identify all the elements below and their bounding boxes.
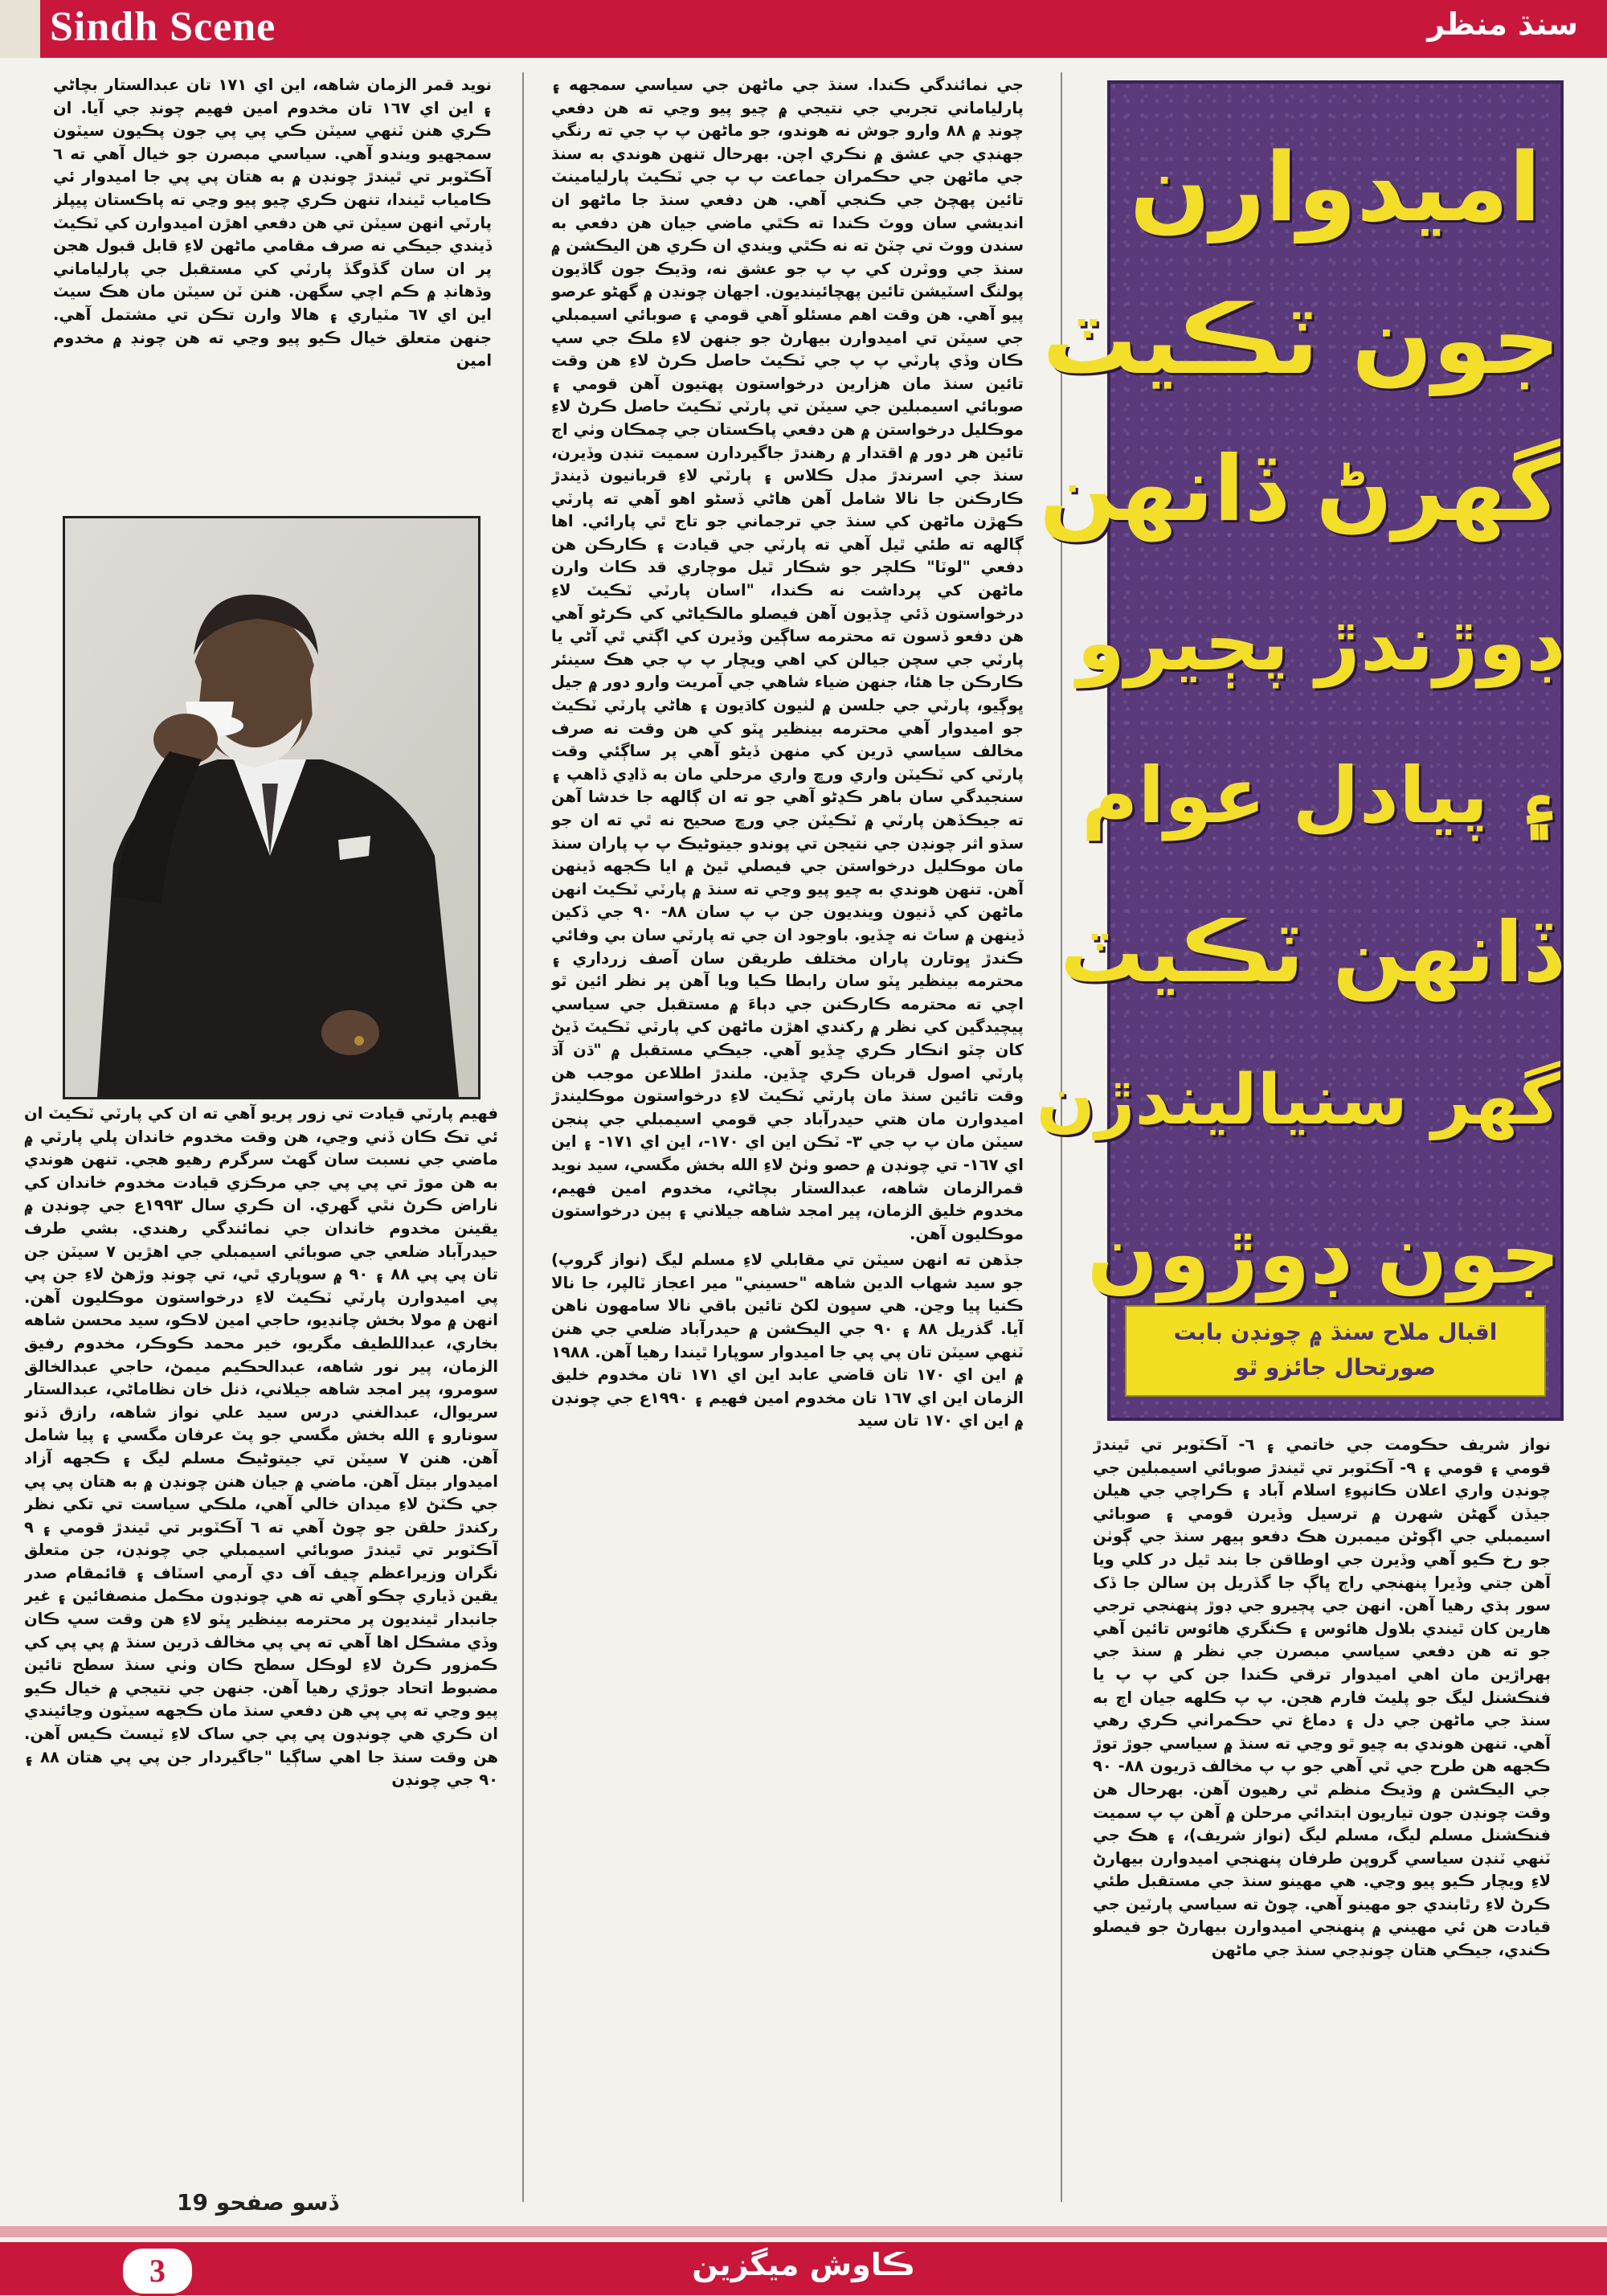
- headline-line: جون ٽڪيٽ: [1042, 284, 1560, 395]
- headline-line: ۽ پيادل عوام: [1082, 751, 1560, 841]
- headline-line: ڊوڙندڙ پڄيرو: [1077, 598, 1560, 688]
- man-drinking-tea-illustration: [65, 518, 478, 1097]
- page-header: [0, 0, 1607, 58]
- headline-line: اميدوارن: [1129, 132, 1542, 243]
- page-footer: [0, 2242, 1607, 2295]
- byline-line: اقبال ملاح سنڌ ۾ چونڊن بابت: [1173, 1319, 1498, 1345]
- section-title-english: Sindh Scene: [50, 4, 276, 50]
- page-number: 3: [121, 2246, 194, 2296]
- paragraph: جڏهن ته انهن سيٽن تي مقابلي لاءِ مسلم ليگ (نواز گروپ) جو سيد شهاب الدين شاهه "حسيني" مير اعجاز ٽالپر، جا نالا ڪنيا پيا وڃن. هي سڀون لکڻ تائين باقي نالا سامهون ناهن آيا. گذريل ٨٨ ۽ ٩٠ جي اليڪشن ۾ حيدرآباد ضلعي جي هنن ٽنهي سيٽن تان پي پي جا اميدوار سوپارا ٿيندا رهيا آهن. ١٩٨٨ ۾ اين اي ١٧٠ تان قاضي عابد اين اي ١٧١ تان مخدوم خليق الزمان اين اي ١٦٧ تان مخدوم امين فهيم ۽ ١٩٩٠ع جي چونڊن ۾ اين اي ١٧٠ تان سيد: [551, 1250, 1024, 1430]
- article-column-left-top: [53, 74, 492, 492]
- headline-line: جون ڊوڙون: [1086, 1205, 1560, 1303]
- paragraph: جي نمائندگي ڪندا. سنڌ جي ماڻهن جي سياسي سمجهه ۽ پارلياماني تجربي جي نتيجي ۾ چيو پيو وڃي ته هن دفعي چونڊ ۾ ٨٨ وارو جوش نه هوندو، جو ماڻهن پ پ جي ته رنگي جهنڊي جي عشق ۾ نڪري اچن. بهرحال تنهن هوندي به سنڌ جي ماڻهن جي حڪمران جماعت پ پ جي ٽڪيٽ پارليامينٽ تائين پهچڻ جي ڪنجي آهي. هن دفعي سنڌ جا ماڻهو ان انديشي سان ووٽ ڪندا ته ڪٿي ماضي جيان هن دفعي به سندن ووٽ تي چٽڻ ته نه ڪٿي ويندي ان ڪري هن اليڪشن ۾ سنڌ جي ووٽرن کي پ پ جو عشق نه، وڌيڪ جون گاڏيون پولنگ اسٽيشن تائين پهچائينديون. اجهان چونڊن ۾ گهڻو عرصو پيو آهي. هن وقت اهم مسئلو آهي قومي ۽ صوبائي اسيمبلي جي سيٽن تي اميدوارن بيهارڻ جو جنهن لاءِ ملڪ جي سڀ ڪان وڏي پارٽي پ پ جي ٽڪيٽ حاصل ڪرڻ لاءِ هن وقت تائين سنڌ مان هزارين درخواستون پهتيون آهن قومي ۽ صوبائي اسيمبلين جي سيٽن تي پارٽي ٽڪيٽ حاصل ڪرڻ لاءِ موڪليل درخواستن ۾ هن دفعي پاڪستان جي چمڪان وٺي اڄ تائين هر دور ۾ اقتدار ۾ رهندڙ جاگيردارن سميت تنڊن وڏيرن، سنڌ جي اسرندڙ مڊل ڪلاس ۽ پارٽي لاءِ قربانيون ڏيندڙ ڪارڪنن جا نالا شامل آهن هاڻي ڏسڻو اهو آهي ته پارٽي ڪهڙن ماڻهن کي سنڌ جي ترجماني جو تاج ٿي پارائي. اها ڳالهه ته طئي ٿيل آهي ته پارٽي جي قيادت ۽ ڪارڪن هن دفعي "لوٽا" ڪلچر جو شڪار ٿيل موچاري قد ڪاٺ وارن ماڻهن کي پرداشت نه ڪندا، "اسان پارٽي ٽڪيٽ لاءِ درخواستون ڏئي ڇڏيون آهن فيصلو مالڪياڻي کي ڪرڻو آهي هن دفعو ڏسون ته محترمه ساڳين وڏيرن کي اڳتي ٿي آڻي يا پارٽي جي سچن جيالن کي اهي ويچار پ پ جي هڪ سينئر ڪارڪن جا هئا، جنهن ضياء شاهي جي آمريت وارو دور ۾ جيل ڀوڳيو، پارٽي جي جلسن ۾ لٺيون کاڌيون ۽ هاڻي پارٽي ٽڪيٽ جو اميدوار آهي محترمه بينظير ڀٽو کي هن وقت نه صرف مخالف سياسي ڌرين کي منهن ڏيڻو آهي پر ساڳئي وقت پارٽي کي ٽڪيٽن واري ورڇ واري مرحلي مان به ڏاڍي ڏاهپ ۽ سنجيدگي سان باهر ڪڍڻو آهي جو ته ان ڳالهه جا خدشا آهن ته جيڪڏهن پارٽي ۾ ٽڪيٽن جي ورڇ صحيح نه ٿي ته ان جو سڌو اثر چونڊن جي نتيجن تي پوندو جيتوڻيڪ پ پ پاران سنڌ مان موڪليل درخواستن جي فيصلي ٿيڻ ۾ ايا ڪجهه ڏينهن آهن. تنهن هوندي به چيو پيو وڃي ته سنڌ ۾ پارٽي ٽڪيٽ انهن ماڻهن کي ڏنيون وينديون جن پ پ سان ٨٨- ٩٠ جي ڏکين ڏينهن ۾ ساٿ نه ڇڏيو. باوجود ان جي ته پارٽي سان بي وفائي ڪندڙ ڀوتارن پاران مختلف طريقن سان آصف زرداري ۽ محترمه بينظير ڀٽو سان رابطا ڪيا ويا آهن پر نظر ائين ٿو اچي ته محترمه ڪارڪنن جي دٻاءَ ۾ مستقبل جي سياسي پيچيدگين کي نظر ۾ رکندي اهڙن ماڻهن کي پارٽي ٽڪيٽ ڏيڻ کان چٽو انڪار ڪري ڇڏيو آهي. جيڪي مستقبل ۾ "ڌن آڌ پارٽي اصول قربان ڪري ڇڏين. ملندڙ اطلاعن موجب هن وقت تائين سنڌ مان پارٽي ٽڪيٽ لاءِ درخواستون موڪليندڙ اميدوارن مان هتي حيدرآباد جي قومي اسيمبلي جي پنجن سيٽن مان پ پ جي ٣- ٽڪن اين اي ١٧٠-، اين اي ١٧١- ۽ اين اي ١٦٧- تي چونڊن ۾ حصو وٺڻ لاءِ الله بخش مگسي، سيد نويد قمرالزمان شاهه، عبدالستار بچاڻي، مخدوم امين فهيم، مخدوم خليق الزمان، پير امجد شاهه جيلاني ۽ ٻين درخواستون موڪليون آهن.: [551, 76, 1024, 1243]
- paragraph: نواز شريف حڪومت جي خاتمي ۽ ٦- آڪٽوبر تي ٿيندڙ قومي ۽ قومي ۽ ٩- آڪٽوبر تي ٿيندڙ صوبائي اسيمبلين جي چونڊن واري اعلان ڪانپوءِ اسلام آباد ۽ ڪراچي جي هيلن جيڏن گهڻن شهرن ۾ ترسيل وڏيرن قومي ۽ صوبائي اسيمبلي جي اڳوڻن ميمبرن هڪ دفعو ٻيهر سنڌ جي ڳوٺن جو رخ ڪيو آهي وڏيرن جي اوطاقن جا بند ٿيل در کلي ويا آهن جتي وڏيرا پنهنجي راڄ ڀاڳ جا گڏريل ٻن سالن جا ڏک سور ٻڌي رهيا آهن. انهن جي پڄيرو جي ڊوڙ پنهنجي ترجي هارين کان ٿيندي بلاول هائوس ۽ ڪنگري هائوس تائين آهي جو ته هن دفعي سياسي مبصرن جي نظر ۾ سنڌ جي ٻهراڙين مان اهي اميدوار ترقي ڪندا جن کي پ پ يا فنڪشنل ليگ جو پليٽ فارم هجن. پ پ ڪلهه جيان اڄ به سنڌ جي ماڻهن جي دل ۽ دماغ تي حڪمراني ڪري رهي آهي. تنهن هوندي به چيو ٿو وڃي ته سنڌ ۾ سياسي جوڙ توڙ ڪجهه هن طرح جي ٿي آهي جو پ پ مخالف ڌريون ٨٨- ٩٠ جي اليڪشن ۾ وڌيڪ منظم ٿي رهيون آهن. بهرحال هن وقت چونڊن جون تياريون ابتدائي مرحلن ۾ آهن پ پ سميت فنڪشنل مسلم ليگ، مسلم ليگ (نواز شريف)، ۽ هڪ جي ٽنهي ٽنڊن سياسي گروپن طرفان پنهنجي اميدوارن بيهارڻ لاءِ ويچار ڪيو پيو وڃي. هي مهينو سنڌ جي مستقبل طئي ڪرڻ لاءِ رٿابندي جو مهينو آهي. چوڻ ته سياسي پارٽين جي قيادت هن ئي مهيني ۾ پنهنجي اميدوارن بيهارڻ جو فيصلو ڪندي، جيڪي هتان چونڊجي سنڌ جي ماڻهن: [1093, 1435, 1551, 1960]
- byline-bar: [1125, 1305, 1546, 1397]
- header-corner: [0, 0, 40, 58]
- magazine-name: ڪاوش ميگزين: [692, 2247, 915, 2282]
- headline-panel: [1036, 80, 1564, 1421]
- headline-line: گهر سنياليندڙن: [1036, 1060, 1560, 1140]
- portrait-photo: [63, 516, 480, 1099]
- paragraph: فهيم پارٽي قيادت تي زور پريو آهي ته ان کي پارٽي ٽڪيٽ ان ئي تڪ ڪان ڏني وڃي، هن وقت مخدوم خاندان پلي پارٽي ۾ ماضي جي نسبت سان گهٽ سرگرم رهيو هجي. تنهن هوندي به هن موڙ تي پي پي جي مرڪزي قيادت مخدوم خاندان کي ناراض ڪرڻ نٿي گهري. ان ڪري سال ١٩٩٣ع جي چونڊن ۾ يقينن مخدوم خاندان جي نمائندگي رهندي. بشي طرف حيدرآباد ضلعي جي صوبائي اسيمبلي جي اهڙين ٧ سيٽن جن تان پي پي ٨٨ ۽ ٩٠ ۾ سوپاري ٿي، تي چونڊ وڙهڻ لاءِ جن پي پي اميدوارن پارٽي ٽڪيٽ لاءِ درخواستون موڪليون آهن. انهن ۾ مولا بخش چانڊيو، حاجي امين لاڪو، سيد محسن شاهه بخاري، عبداللطيف مگريو، خير محمد ڪوڪر، مخدوم رفيق الزمان، پير نور شاهه، عبدالحڪيم ميمڻ، حاجي عبدالخالق سومرو، پير امجد شاهه جيلاني، ذنل خان نظاماڻي، عبدالستار سريوال، عبدالغني درس سيد علي نواز شاهه، رازق ڏنو سونارو ۽ الله بخش مگسي جو پٽ عرفان مگسي ۽ پيا شامل آهن. هنن ٧ سيٽن تي جيتوڻيڪ مسلم ليگ ۽ ڪجهه آزاد اميدوار بيتل آهن. ماضي ۾ جيان هنن چونڊن ۾ به هتان پي پي جي ڪٽڻ لاءِ ميدان خالي آهي، ملڪي سياست تي تکي نظر رکندڙ حلقن جو چوڻ آهي ته ٦ آڪٽوبر تي ٿيندڙ قومي ۽ ٩ آڪٽوبر تي ٿيندڙ صوبائي اسيمبلي جي چونڊن، جن متعلق نگران وزيراعظم چيف آف دي آرمي اسٽاف ۽ قائمقام صدر يقين ڏياري چڪو آهي ته هي چونڊون مڪمل منصفائين ۽ غير جانبدار ٿينديون پر محترمه بينظير ڀٽو لاءِ هن وقت سڀ ڪان وڏي مشڪل اها آهي ته پي پي مخالف ڌرين سنڌ ۾ پي پي کي ڪمزور ڪرڻ لاءِ لوڪل سطح ڪان وٺي سنڌ سطح تائين مضبوط اتحاد جوڙي رهيا آهن. جنهن جي نتيجي ۾ خيال ڪيو پيو وڃي ته پي پي هن دفعي سنڌ مان ڪجهه سيٽون وڃائيندي ان ڪري هي چونڊون پي پي جي ساک لاءِ ٽيسٽ ڪيس آهن. هن وقت سنڌ جا اهي ساڳيا "جاگيردار جن پي پي هتان ٨٨ ۽ ٩٠ جي چونڊن: [24, 1104, 498, 1790]
- article-column-left-bottom: [24, 1103, 498, 2035]
- continued-on-page[interactable]: ڏسو صفحو 19: [177, 2189, 338, 2216]
- column-divider: [522, 72, 524, 2202]
- footer-rule: [0, 2226, 1607, 2237]
- headline-line: گهرڻ ڏانهن: [1039, 437, 1560, 542]
- byline-line: صورتحال جائزو ٿو: [1235, 1354, 1436, 1381]
- article-column-right: [1093, 1434, 1551, 2205]
- section-title-sindhi: سنڌ منظر: [1427, 6, 1578, 42]
- article-column-middle: [551, 74, 1024, 2131]
- paragraph: نويد قمر الزمان شاهه، اين اي ١٧١ تان عبدالستار بچاڻي ۽ اين اي ١٦٧ تان مخدوم امين فهيم چونڊ جي آيا. ان ڪري هنن ٽنهي سيٽن ڪي پي پي جون پڪيون سيٽون سمجهيو ويندو آهي. سياسي مبصرن جو خيال آهي ته ٦ آڪٽوبر تي ٿيندڙ چونڊن ۾ به هتان پي پي جا اميدوار ئي ڪامياب ٿيندا، تنهن ڪري چيو پيو وڃي ته پاڪستان پيپلز پارٽي انهن سيٽن تي هن دفعي اهڙن اميدوارن کي ٽڪيٽ ڏيندي جيڪي نه صرف مقامي ماڻهن لاءِ قابل قبول هجن پر ان سان گڏوگڏ پارٽي کي مستقبل جي پارلياماني وڌهانڊ ۾ ڪم اچي سگهن. هنن ٽن سيٽن مان هڪ سيٽ اين اي ٦٧ مٽياري ۽ هالا وارن تڪن تي مشتمل آهي. جنهن متعلق خيال ڪيو پيو وڃي ته هن چونڊ ۾ مخدوم امين: [53, 76, 492, 370]
- headline-line: ڏانهن ٽڪيٽ: [1060, 903, 1560, 1001]
